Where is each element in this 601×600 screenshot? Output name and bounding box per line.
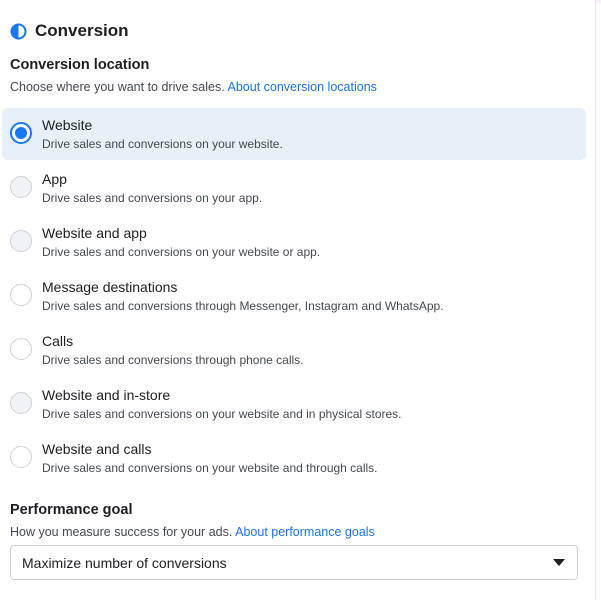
radio-button[interactable]	[10, 338, 32, 360]
option-label: Website	[42, 117, 93, 133]
performance-goal-dropdown[interactable]	[10, 545, 578, 580]
about-conversion-locations-link[interactable]: About conversion locations	[227, 80, 377, 94]
conversion-location-title: Conversion location	[10, 57, 150, 73]
radio-button[interactable]	[10, 176, 32, 198]
option-label: Website and calls	[42, 441, 152, 457]
page-title: Conversion	[35, 21, 129, 40]
option-label: Calls	[42, 333, 74, 349]
section-header	[10, 20, 129, 42]
option-label: Message destinations	[42, 279, 178, 295]
radio-button-selected[interactable]	[10, 122, 32, 144]
option-description: Drive sales and conversions on your website and in physical stores.	[42, 407, 402, 421]
caret-down-icon[interactable]	[553, 559, 565, 566]
radio-button[interactable]	[10, 392, 32, 414]
option-calls[interactable]	[2, 324, 586, 376]
performance-goal-title: Performance goal	[10, 502, 133, 518]
option-label: Website and app	[42, 225, 147, 241]
option-label: Website and in-store	[42, 387, 171, 403]
half-circle-icon	[10, 23, 27, 40]
option-description: Drive sales and conversions through phone calls.	[42, 353, 304, 367]
radio-button[interactable]	[10, 230, 32, 252]
conversion-location-description	[10, 80, 377, 94]
option-website-and-calls[interactable]	[2, 432, 586, 484]
dropdown-value: Maximize number of conversions	[22, 555, 227, 571]
radio-button[interactable]	[10, 446, 32, 468]
conversion-location-description-text: Choose where you want to drive sales.	[10, 80, 225, 94]
option-website[interactable]	[2, 108, 586, 160]
option-website-and-in-store[interactable]	[2, 378, 586, 430]
radio-button[interactable]	[10, 284, 32, 306]
option-website-and-app[interactable]	[2, 216, 586, 268]
option-label: App	[42, 171, 67, 187]
option-description: Drive sales and conversions on your website.	[42, 137, 283, 151]
option-description: Drive sales and conversions on your website or app.	[42, 245, 321, 259]
performance-goal-description-text: How you measure success for your ads.	[10, 525, 233, 539]
option-message-destinations[interactable]	[2, 270, 586, 322]
performance-goal-description	[10, 525, 375, 539]
about-performance-goals-link[interactable]: About performance goals	[235, 525, 375, 539]
option-description: Drive sales and conversions through Messenger, Instagram and WhatsApp.	[42, 299, 444, 313]
option-description: Drive sales and conversions on your app.	[42, 191, 263, 205]
option-app[interactable]	[2, 162, 586, 214]
option-description: Drive sales and conversions on your website and through calls.	[42, 461, 378, 475]
